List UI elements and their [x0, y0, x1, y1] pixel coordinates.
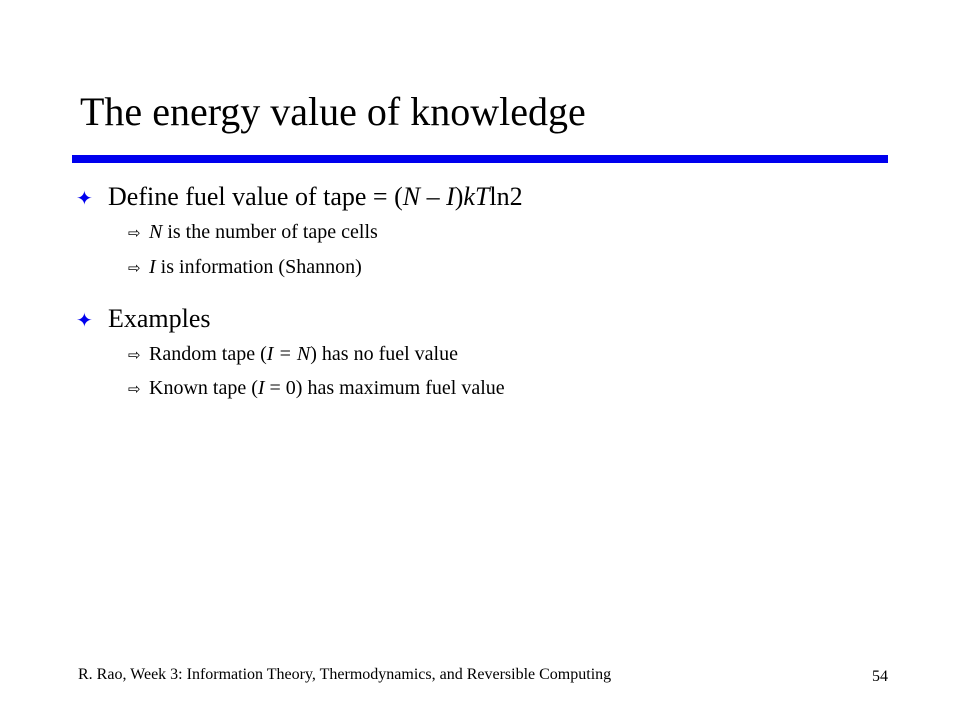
sub-bullet-text: is the number of tape cells	[162, 221, 378, 243]
sub-bullet-math: I	[257, 377, 265, 399]
outlined-arrow-icon: ⇨	[128, 380, 141, 398]
sub-bullet-pre: Random tape (	[149, 343, 267, 365]
bullet-text-prefix: Define fuel value of tape = (	[108, 182, 403, 211]
title-underline-bar	[72, 155, 888, 163]
bullet-fuel-value	[76, 182, 523, 213]
sub-bullet-text: is information (Shannon)	[155, 256, 362, 278]
sub-bullet-post: = 0) has maximum fuel value	[264, 377, 505, 399]
outlined-arrow-icon: ⇨	[128, 224, 141, 242]
sub-bullet-random-tape	[128, 341, 458, 368]
sub-bullet-known-tape	[128, 375, 505, 402]
footer-text: R. Rao, Week 3: Information Theory, Thermodynamics, and Reversible Computing	[78, 666, 612, 683]
four-pointed-star-icon: ✦	[76, 186, 93, 210]
sub-bullet-n	[128, 219, 378, 246]
bullet-math: N – I	[402, 182, 455, 211]
sub-bullet-pre: Known tape (	[149, 377, 258, 399]
outlined-arrow-icon: ⇨	[128, 259, 141, 277]
sub-bullet-math: I	[149, 256, 156, 278]
sub-bullet-post: ) has no fuel value	[310, 343, 458, 365]
sub-bullet-i	[128, 254, 362, 281]
sub-bullet-math: N	[149, 221, 163, 243]
bullet-math-kt: kT	[463, 182, 490, 211]
outlined-arrow-icon: ⇨	[128, 346, 141, 364]
four-pointed-star-icon: ✦	[76, 308, 93, 332]
title-underline	[72, 155, 888, 163]
sub-bullet-math: I = N	[266, 343, 311, 365]
bullet-text-suffix: ln2	[489, 182, 523, 211]
bullet-text: Examples	[108, 304, 211, 333]
slide-title: The energy value of knowledge	[80, 89, 586, 134]
page-number: 54	[872, 668, 888, 685]
bullet-text-mid: )	[454, 182, 464, 211]
bullet-examples	[76, 304, 211, 335]
